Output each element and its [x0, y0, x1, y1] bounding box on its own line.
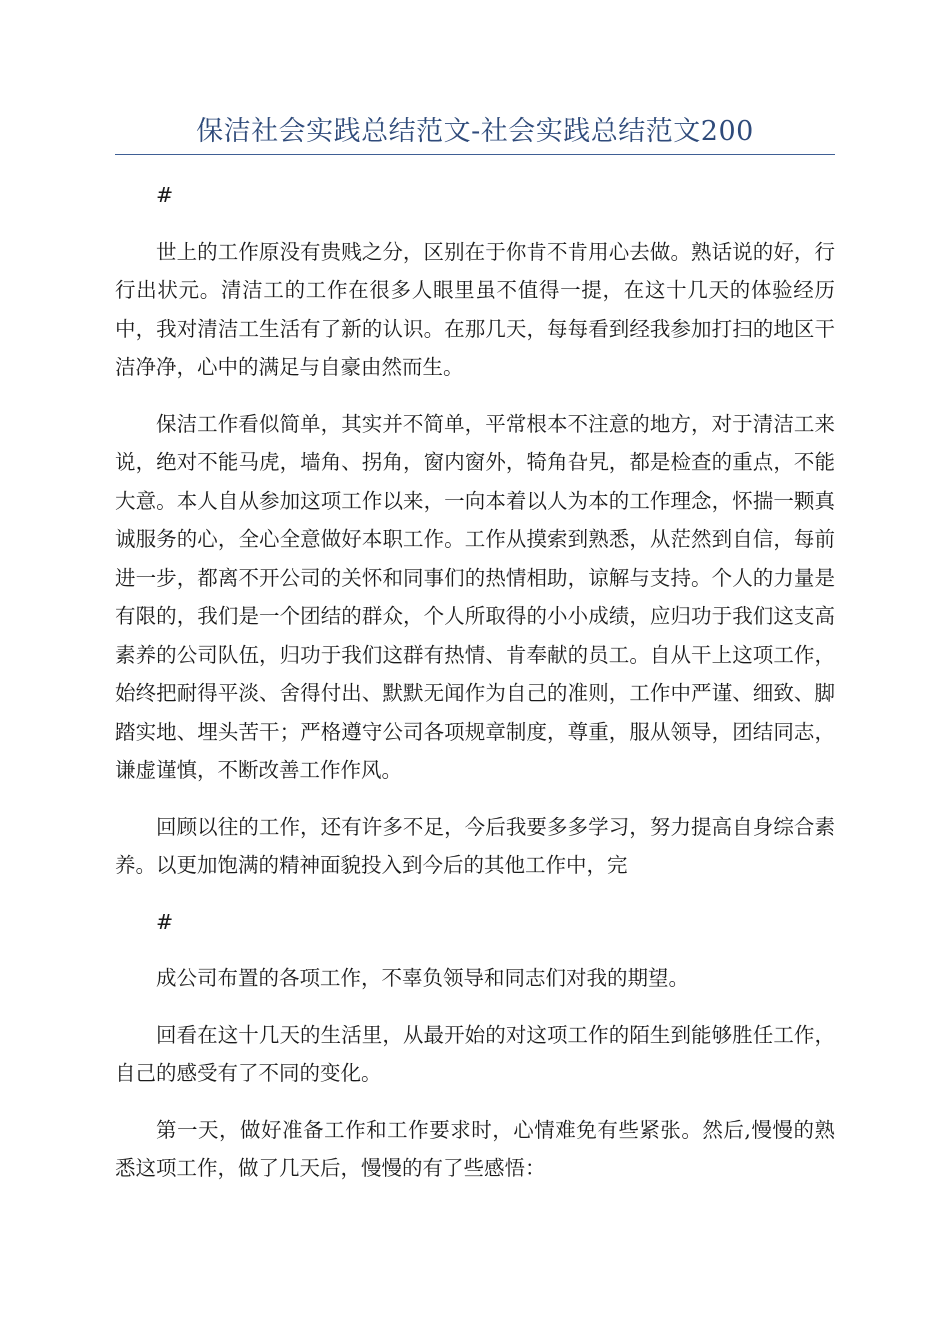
paragraph: 回看在这十几天的生活里，从最开始的对这项工作的陌生到能够胜任工作，自己的感受有了不同的变化。 — [115, 1022, 835, 1085]
section-marker: # — [156, 909, 174, 934]
paragraph: 世上的工作原没有贵贱之分，区别在于你肯不肯用心去做。熟话说的好，行行出状元。清洁工的工作在很多人眼里虽不值得一提，在这十几天的体验经历中，我对清洁工生活有了新的认识。在那几天，每每看到经我参加打扫的地区干洁净净，心中的满足与自豪由然而生。 — [115, 239, 835, 379]
title-underline — [115, 154, 835, 155]
paragraph: 回顾以往的工作，还有许多不足，今后我要多多学习，努力提高自身综合素养。以更加饱满的精神面貌投入到今后的其他工作中，完 — [115, 814, 835, 877]
document-body — [115, 176, 835, 1206]
section-marker: # — [156, 183, 174, 207]
paragraph: 保洁工作看似简单，其实并不简单，平常根本不注意的地方，对于清洁工来说，绝对不能马虎，墙角、拐角，窗内窗外，犄角旮旯，都是检查的重点，不能大意。本人自从参加这项工作以来，一向本着以人为本的工作理念，怀揣一颗真诚服务的心，全心全意做好本职工作。工作从摸索到熟悉，从茫然到自信，每前进一步，都离不开公司的关怀和同事们的热情相助，谅解与支持。个人的力量是有限的，我们是一个团结的群众，个人所取得的小小成绩，应归功于我们这支高素养的公司队伍，归功于我们这群有热情、肯奉献的员工。自从干上这项工作，始终把耐得平淡、舍得付出、默默无闻作为自己的准则，工作中严谨、细致、脚踏实地、埋头苦干；严格遵守公司各项规章制度，尊重，服从领导，团结同志，谦虚谨慎，不断改善工作作风。 — [115, 411, 835, 782]
document-title: 保洁社会实践总结范文-社会实践总结范文200 — [196, 116, 754, 147]
paragraph: 成公司布置的各项工作，不辜负领导和同志们对我的期望。 — [156, 966, 689, 990]
paragraph: 第一天，做好准备工作和工作要求时，心情难免有些紧张。然后,慢慢的熟悉这项工作，做了几天后，慢慢的有了些感悟： — [115, 1117, 835, 1180]
